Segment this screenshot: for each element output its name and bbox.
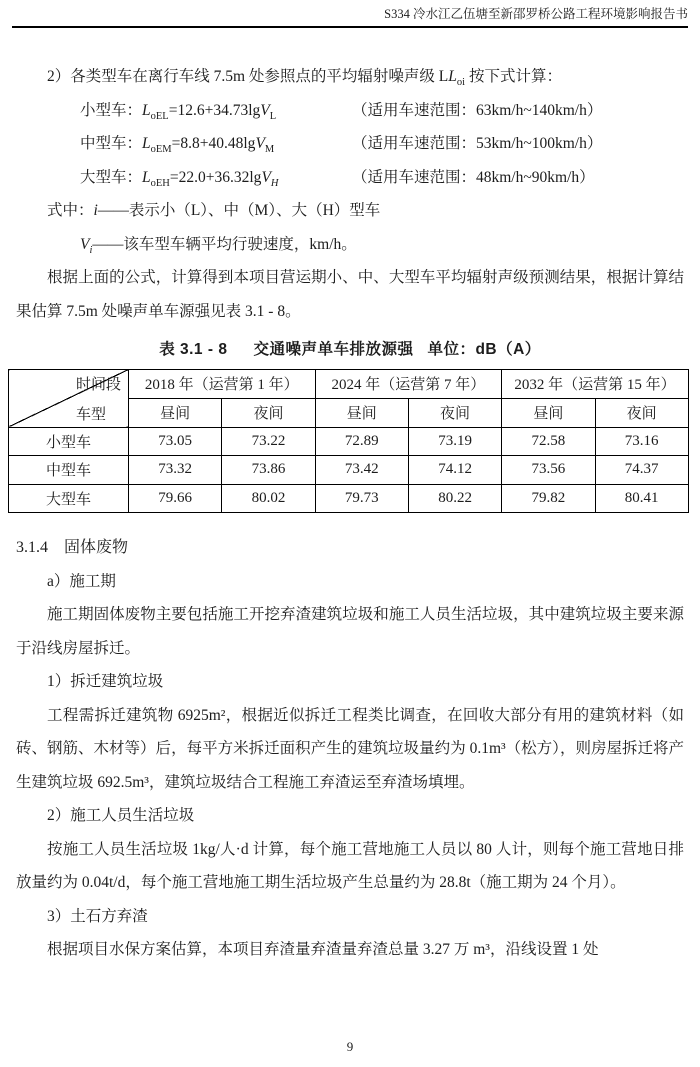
table-cell: 73.19 (408, 427, 501, 456)
page-content (16, 60, 684, 967)
formula-large-eq: =22.0+36.32lg (169, 168, 262, 186)
table-cell: 74.12 (408, 456, 501, 485)
formula-medium-left (80, 127, 352, 161)
table-corner-cell (9, 369, 129, 427)
formula-large-vehicle (16, 161, 684, 195)
year-header-2018: 2018 年（运营第 1 年） (129, 369, 316, 398)
formula-small-left (80, 94, 352, 128)
formula-medium-lsub: oEM (150, 144, 172, 156)
table-row-medium-vehicle (9, 456, 689, 485)
formula-medium-lvar: L (142, 135, 151, 152)
table-cell: 73.16 (595, 427, 688, 456)
formula-medium-label: 中型车： (80, 135, 143, 152)
formula-medium-eq: =8.8+40.48lg (171, 135, 256, 152)
table-cell: 72.58 (502, 427, 595, 456)
table-caption (16, 333, 684, 367)
paragraph-demolition-waste: 工程需拆迁建筑物 6925m²，根据近似拆迁工程类比调查，在回收大部分有用的建筑材料（如砖、钢筋、木材等）后，每平方米拆迁面积产生的建筑垃圾量约为 0.1m³（松方），则房屋拆迁将产生建筑垃圾 692.5m³，建筑垃圾结合工程施工弃渣运至弃渣场填埋。 (16, 706, 684, 791)
formula-medium-vehicle (16, 127, 684, 161)
row-label: 小型车 (9, 427, 129, 456)
table-cell: 74.37 (595, 456, 688, 485)
noise-lead-sub: oi (456, 77, 466, 89)
formula-small-lvar: L (142, 101, 151, 119)
period-header: 昼间 (129, 398, 222, 427)
table-cell: 73.86 (222, 456, 315, 485)
formula-small-lsub: oEL (150, 110, 169, 122)
formula-medium-vsub: M (264, 144, 275, 156)
formula-large-vvar: V (261, 168, 271, 186)
noise-lead-post: 按下式计算： (465, 68, 562, 85)
table-row-large-vehicle (9, 484, 689, 513)
paragraph-spoil: 根据项目水保方案估算，本项目弃渣量弃渣量弃渣总量 3.27 万 m³，沿线设置 1 处 (47, 941, 599, 958)
table-cell: 72.89 (315, 427, 408, 456)
noise-lead-pre: 2）各类型车在离行车线 7.5m 处参照点的平均辐射噪声级 L (47, 68, 449, 85)
subsection-a-construction: a）施工期 (47, 572, 116, 590)
noise-summary-paragraph: 根据上面的公式，计算得到本项目营运期小、中、大型车平均辐射声级预测结果，根据计算结果估算 7.5m 处噪声单车源强见表 3.1 - 8。 (16, 269, 684, 320)
table-cell: 73.22 (222, 427, 315, 456)
speed-post: ——该车型车辆平均行驶速度，km/h。 (92, 235, 357, 253)
table-cell: 73.56 (502, 456, 595, 485)
item-3-spoil: 3）土石方弃渣 (47, 907, 148, 925)
formula-large-left (80, 161, 352, 195)
year-header-2032: 2032 年（运营第 15 年） (502, 369, 689, 398)
running-header-title: S334 冷水江乙伍塘至新邵罗桥公路工程环境影响报告书 (384, 7, 688, 21)
table-caption-title: 交通噪声单车排放源强 (253, 341, 414, 358)
table-cell: 79.73 (315, 484, 408, 513)
table-cell: 80.41 (595, 484, 688, 513)
speed-var: V (80, 235, 90, 253)
corner-label-period: 时间段 (75, 376, 121, 393)
period-header: 夜间 (222, 398, 315, 427)
formula-medium-range: （适用车速范围：53km/h~100km/h） (352, 135, 603, 152)
table-cell: 79.82 (502, 484, 595, 513)
running-header (12, 6, 688, 28)
noise-lead-line (16, 60, 684, 94)
formula-large-vsub: H (270, 177, 279, 189)
table-cell: 73.05 (129, 427, 222, 456)
formula-speed-line (16, 228, 684, 262)
formula-medium-vvar: V (255, 135, 265, 152)
table-cell: 80.22 (408, 484, 501, 513)
formula-small-range: （适用车速范围：63km/h~140km/h） (352, 101, 603, 119)
item-1-demolition-waste: 1）拆迁建筑垃圾 (47, 673, 164, 690)
formula-small-eq: =12.6+34.73lg (168, 101, 261, 119)
table-year-header-row (9, 369, 689, 398)
formula-large-lvar: L (142, 168, 151, 186)
corner-label-vehicle: 车型 (75, 406, 106, 423)
where-post: ——表示小（L）、中（M）、大（H）型车 (97, 202, 381, 219)
formula-small-vehicle (16, 94, 684, 128)
section-heading-3-1-4: 3.1.4 固体废物 (16, 539, 129, 556)
table-row-small-vehicle (9, 427, 689, 456)
formula-small-label: 小型车： (80, 101, 143, 119)
paragraph-domestic-waste: 按施工人员生活垃圾 1kg/人·d 计算，每个施工营地施工人员以 80 人计，则每个施工营地日排放量约为 0.04t/d，每个施工营地施工期生活垃圾产生总量约为 28.8t（施工期为 24 个月）。 (16, 840, 684, 891)
formula-small-vsub: L (269, 110, 277, 122)
period-header: 夜间 (408, 398, 501, 427)
formula-where-line (16, 194, 684, 228)
row-label: 大型车 (9, 484, 129, 513)
formula-large-range: （适用车速范围：48km/h~90km/h） (352, 168, 595, 186)
table-cell: 73.32 (129, 456, 222, 485)
period-header: 夜间 (595, 398, 688, 427)
speed-sub: i (89, 244, 93, 256)
row-label: 中型车 (9, 456, 129, 485)
page-number: 9 (346, 1039, 354, 1054)
paragraph-construction-waste: 施工期固体废物主要包括施工开挖弃渣建筑垃圾和施工人员生活垃圾，其中建筑垃圾主要来源于沿线房屋拆迁。 (16, 606, 684, 657)
period-header: 昼间 (502, 398, 595, 427)
where-pre: 式中： (47, 202, 94, 219)
formula-large-lsub: oEH (150, 177, 170, 189)
table-cell: 79.66 (129, 484, 222, 513)
where-var: i (93, 202, 98, 219)
noise-source-table (8, 369, 689, 514)
table-caption-unit: 单位：dB（A） (427, 341, 541, 358)
table-cell: 73.42 (315, 456, 408, 485)
period-header: 昼间 (315, 398, 408, 427)
table-caption-number: 表 3.1 - 8 (159, 341, 228, 358)
year-header-2024: 2024 年（运营第 7 年） (315, 369, 502, 398)
item-2-domestic-waste: 2）施工人员生活垃圾 (47, 807, 195, 824)
noise-lead-var: L (448, 68, 457, 85)
formula-small-vvar: V (260, 101, 270, 119)
formula-large-label: 大型车： (80, 168, 143, 186)
table-cell: 80.02 (222, 484, 315, 513)
